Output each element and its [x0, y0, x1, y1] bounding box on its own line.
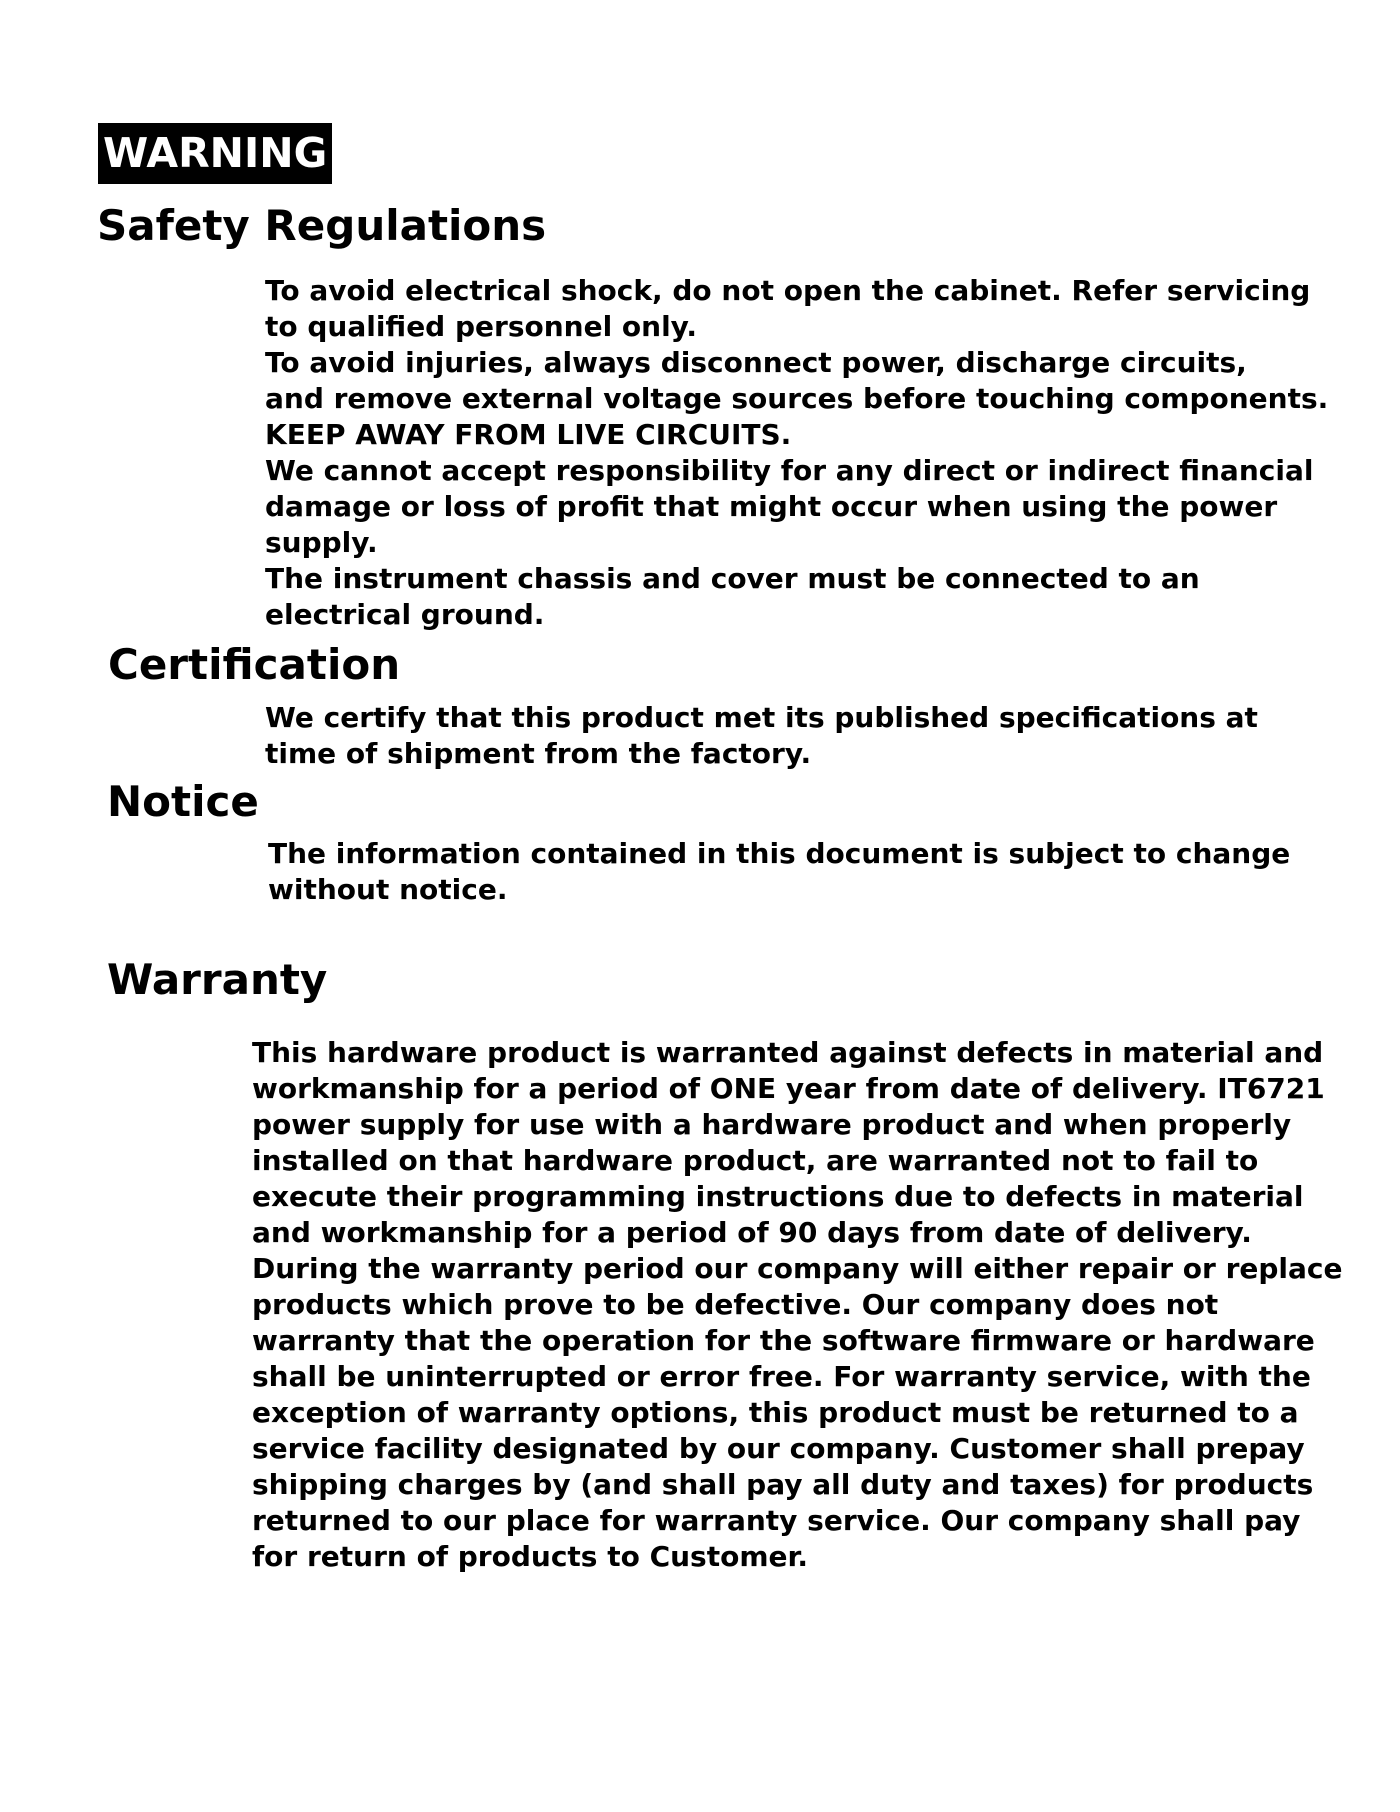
warranty-line: workmanship for a period of ONE year from date of delivery. IT6721 [252, 1072, 1325, 1105]
warranty-line: installed on that hardware product, are warranted not to fail to [252, 1144, 1259, 1177]
notice-text [268, 836, 1291, 908]
safety-regulations-text [265, 273, 1329, 633]
warranty-text [252, 1035, 1343, 1575]
warranty-line: products which prove to be defective. Our company does not [252, 1288, 1219, 1321]
warranty-line: service facility designated by our company. Customer shall prepay [252, 1432, 1305, 1465]
notice-heading: Notice [107, 777, 259, 826]
warranty-line: execute their programming instructions due to defects in material [252, 1180, 1304, 1213]
safety-line: We cannot accept responsibility for any direct or indirect financial [265, 454, 1314, 487]
warranty-line: shipping charges by (and shall pay all duty and taxes) for products [252, 1468, 1314, 1501]
safety-line: To avoid injuries, always disconnect power, discharge circuits, [265, 346, 1247, 379]
warranty-line: warranty that the operation for the software firmware or hardware [252, 1324, 1315, 1357]
safety-line: damage or loss of profit that might occur when using the power [265, 490, 1278, 523]
warning-badge: WARNING [98, 123, 332, 184]
warranty-line: During the warranty period our company will either repair or replace [252, 1252, 1343, 1285]
safety-line: to qualified personnel only. [265, 310, 698, 343]
warranty-line: power supply for use with a hardware product and when properly [252, 1108, 1292, 1141]
safety-line: supply. [265, 526, 378, 559]
warranty-line: This hardware product is warranted against defects in material and [252, 1036, 1324, 1069]
notice-line: without notice. [268, 873, 508, 906]
warranty-line: shall be uninterrupted or error free. For warranty service, with the [252, 1360, 1311, 1393]
certification-line: time of shipment from the factory. [265, 737, 812, 770]
safety-regulations-heading: Safety Regulations [97, 201, 547, 250]
warranty-heading: Warranty [107, 955, 328, 1004]
safety-line: electrical ground. [265, 598, 545, 631]
certification-heading: Certification [108, 640, 401, 689]
warranty-line: and workmanship for a period of 90 days from date of delivery. [252, 1216, 1252, 1249]
warranty-line: exception of warranty options, this product must be returned to a [252, 1396, 1299, 1429]
certification-line: We certify that this product met its published specifications at [265, 701, 1258, 734]
safety-line: and remove external voltage sources before touching components. [265, 382, 1329, 415]
safety-line: KEEP AWAY FROM LIVE CIRCUITS. [265, 418, 792, 451]
safety-line: To avoid electrical shock, do not open the cabinet. Refer servicing [265, 274, 1311, 307]
safety-line: The instrument chassis and cover must be connected to an [265, 562, 1200, 595]
warranty-line: for return of products to Customer. [252, 1540, 808, 1573]
certification-text [265, 700, 1265, 772]
notice-line: The information contained in this document is subject to change [268, 837, 1291, 870]
warranty-line: returned to our place for warranty service. Our company shall pay [252, 1504, 1301, 1537]
